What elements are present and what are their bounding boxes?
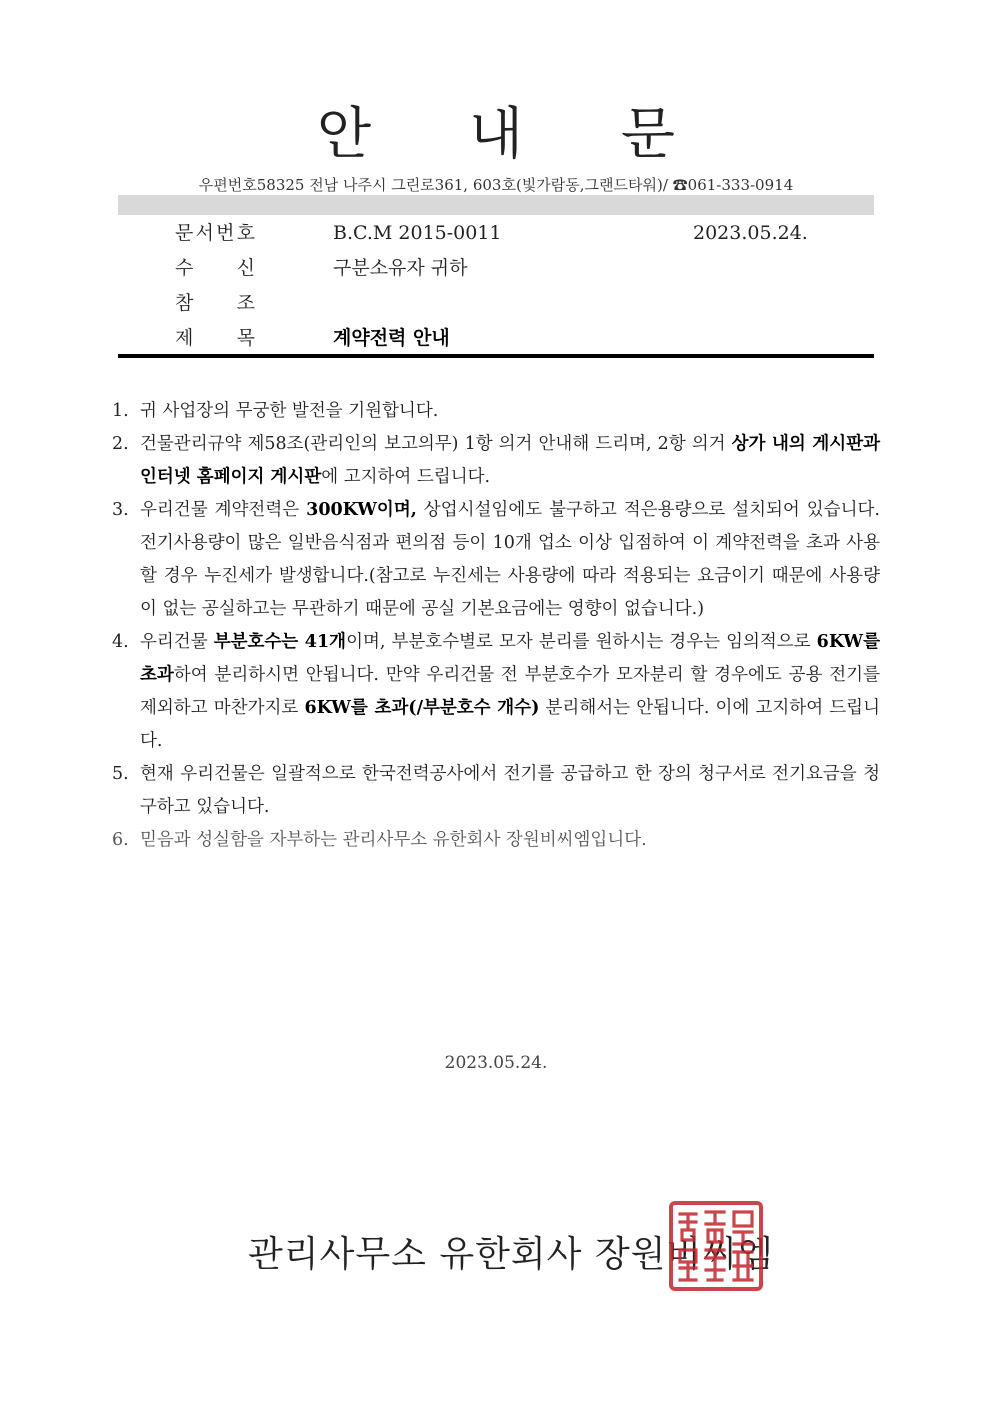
recipient-value: 구분소유자 귀하: [333, 257, 468, 279]
notice-item: 6. 믿음과 성실함을 자부하는 관리사무소 유한회사 장원비씨엠입니다.: [112, 830, 647, 850]
doc-no-value: B.C.M 2015-0011: [333, 222, 502, 244]
notice-body: [112, 395, 880, 857]
notice-item: 1. 귀 사업장의 무궁한 발전을 기원합니다.: [112, 401, 439, 421]
reference-label: 참 조: [175, 292, 255, 314]
header-rule: [118, 354, 874, 358]
subject-value: 계약전력 안내: [333, 327, 450, 349]
notice-item: 3. 우리건물 계약전력은 300KW이며, 상업시설임에도 불구하고 적은용량으로 설치되어 있습니다. 전기사용량이 많은 일반음식점과 편의점 등이 10개 업소 이상 입점하여 이 계약전력을 초과 사용할 경우 누진세가 발생합니다.(참고로 누진세는 사용량에 따라 적용되는 요금이기 때문에 사용량이 없는 공실하고는 무관하기 때문에 공실 기본요금에는 영향이 없습니다.): [112, 500, 880, 619]
recipient-label: 수 신: [175, 257, 255, 279]
office-address: 우편번호58325 전남 나주시 그린로361, 603호(빛가람동,그랜드타워)/ ☎061-333-0914: [198, 176, 794, 194]
company-seal-stamp: [668, 1200, 764, 1292]
subject-label: 제 목: [175, 327, 255, 349]
footer-date: 2023.05.24.: [444, 1053, 548, 1073]
notice-item: 4. 우리건물 부분호수는 41개이며, 부분호수별로 모자 분리를 원하시는 경우는 임의적으로 6KW를 초과하여 분리하시면 안됩니다. 만약 우리건물 전 부분호수가 모자분리 할 경우에도 공용 전기를 제외하고 마찬가지로 6KW를 초과(/부분호수 개수) 분리해서는 안됩니다. 이에 고지하여 드립니다.: [112, 632, 880, 751]
doc-no-label: 문 서 번 호: [175, 222, 255, 244]
document-date: 2023.05.24.: [693, 222, 808, 244]
notice-item: 5. 현재 우리건물은 일괄적으로 한국전력공사에서 전기를 공급하고 한 장의 청구서로 전기요금을 청구하고 있습니다.: [112, 764, 880, 817]
document-title: 안 내 문: [317, 102, 715, 167]
issuer-signature: 관리사무소 유한회사 장원비씨엠: [248, 1234, 774, 1275]
header-divider-bar: [118, 195, 874, 215]
notice-item: 2. 건물관리규약 제58조(관리인의 보고의무) 1항 의거 안내해 드리며, 2항 의거 상가 내의 게시판과 인터넷 홈페이지 게시판에 고지하여 드립니다.: [112, 434, 881, 487]
